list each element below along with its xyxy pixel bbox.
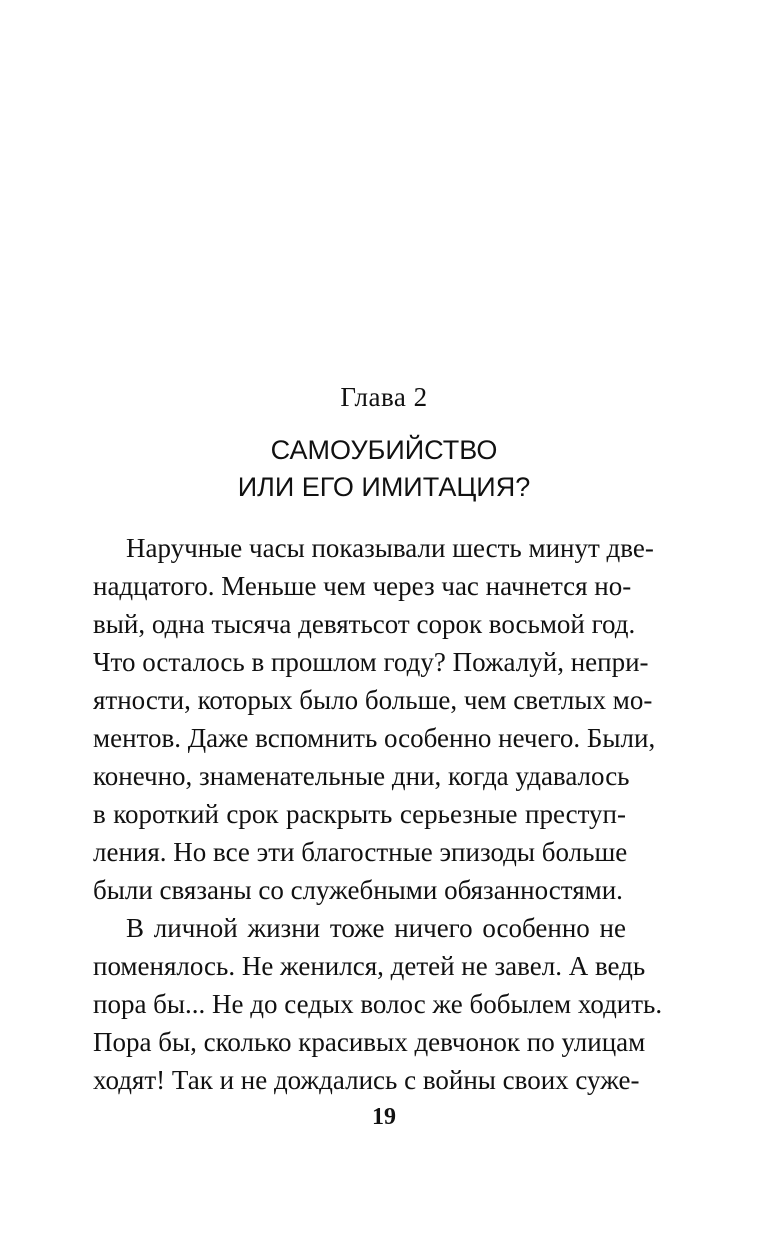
paragraph-line: в короткий срок раскрыть серьезные преступ- bbox=[93, 799, 626, 829]
paragraph-line: конечно, знаменательные дни, когда удавалось bbox=[93, 761, 630, 791]
paragraph-line: поменялось. Не женился, детей не завел. А ведь bbox=[93, 951, 646, 981]
paragraph-line: ходят! Так и не дождались с войны своих суже- bbox=[93, 1065, 640, 1095]
chapter-title bbox=[0, 432, 768, 506]
paragraph-line: Наручные часы показывали шесть минут две- bbox=[126, 533, 654, 563]
paragraph-line: вый, одна тысяча девятьсот сорок восьмой год. bbox=[93, 609, 636, 639]
paragraph-line: ления. Но все эти благостные эпизоды больше bbox=[93, 837, 628, 867]
chapter-title-line: ИЛИ ЕГО ИМИТАЦИЯ? bbox=[237, 472, 531, 502]
paragraph-line: пора бы... Не до седых волос же бобылем ходить. bbox=[93, 989, 663, 1019]
chapter-title-line: САМОУБИЙСТВО bbox=[270, 435, 498, 465]
chapter-label: Глава 2 bbox=[340, 382, 428, 412]
paragraph-line: ментов. Даже вспомнить особенно нечего. Были, bbox=[93, 723, 656, 753]
paragraph-line: Пора бы, сколько красивых девчонок по улицам bbox=[93, 1027, 646, 1057]
page-number: 19 bbox=[372, 1104, 396, 1130]
paragraph-line: ятности, которых было больше, чем светлых мо- bbox=[93, 685, 653, 715]
paragraph-line: Что осталось в прошлом году? Пожалуй, непри- bbox=[93, 647, 649, 677]
paragraph-line: В личной жизни тоже ничего особенно не bbox=[126, 913, 626, 943]
paragraph-line: надцатого. Меньше чем через час начнется но- bbox=[93, 571, 632, 601]
paragraph-line: были связаны со служебными обязанностями. bbox=[93, 875, 623, 905]
